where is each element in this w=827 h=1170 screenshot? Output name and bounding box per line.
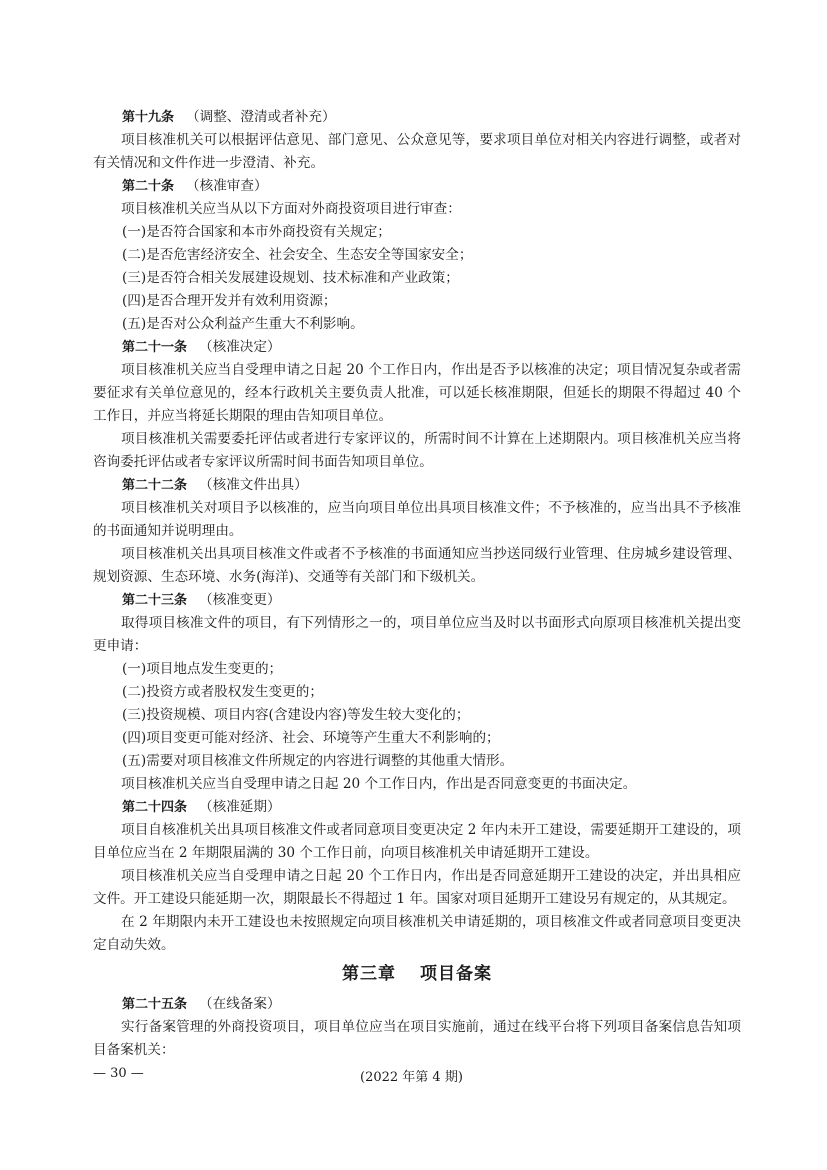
article-paragraph: 项目自核准机关出具项目核准文件或者同意项目变更决定 2 年内未开工建设，需要延期开工建设的，项目单位应当在 2 年期限届满的 30 个工作日前，向项目核准机关申请延期开工建设。 (93, 822, 741, 861)
article-heading (93, 336, 741, 359)
list-item: (二)是否危害经济安全、社会安全、生态安全等国家安全； (122, 247, 473, 263)
article-paragraph: 项目核准机关可以根据评估意见、部门意见、公众意见等，要求项目单位对相关内容进行调整，或者对有关情况和文件作进一步澄清、补充。 (93, 132, 741, 171)
list-item: (五)是否对公众利益产生重大不利影响。 (122, 316, 364, 332)
article-paragraph: 项目核准机关应当自受理申请之日起 20 个工作日内，作出是否予以核准的决定；项目情况复杂或者需要征求有关单位意见的，经本行政机关主要负责人批准，可以延长核准期限，但延长的期限不得超过 40 个工作日，并应当将延长期限的理由告知项目单位。 (93, 362, 741, 424)
article-paragraph: 取得项目核准文件的项目，有下列情形之一的，项目单位应当及时以书面形式向原项目核准机关提出变更申请： (93, 615, 741, 654)
article-number: 第二十四条 (122, 800, 188, 815)
article-number: 第二十五条 (122, 997, 188, 1012)
article-title: （在线备案） (199, 996, 281, 1012)
article-number: 第二十二条 (122, 478, 188, 493)
article-number: 第二十条 (122, 179, 175, 194)
list-item: (四)项目变更可能对经济、社会、环境等产生重大不利影响的； (122, 730, 500, 746)
list-item: (五)需要对项目核准文件所规定的内容进行调整的其他重大情形。 (122, 753, 514, 769)
article-title: （调整、澄清或者补充） (186, 109, 336, 125)
article-title: （核准审查） (186, 178, 268, 194)
article-paragraph: 项目核准机关需要委托评估或者进行专家评议的，所需时间不计算在上述期限内。项目核准机关应当将咨询委托评估或者专家评议所需时间书面告知项目单位。 (93, 431, 741, 470)
list-item: (一)是否符合国家和本市外商投资有关规定； (122, 224, 391, 240)
article-paragraph: 项目核准机关应当从以下方面对外商投资项目进行审查： (121, 201, 461, 217)
article-heading (93, 796, 741, 819)
chapter-heading (93, 961, 741, 987)
page-number: — 30 — (93, 1066, 144, 1081)
document-body (93, 106, 741, 1062)
chapter-title: 项目备案 (420, 964, 492, 984)
article-paragraph: 项目核准机关出具项目核准文件或者不予核准的书面通知应当抄送同级行业管理、住房城乡建设管理、规划资源、生态环境、水务(海洋)、交通等有关部门和下级机关。 (93, 546, 741, 585)
list-item: (三)投资规模、项目内容(含建设内容)等发生较大变化的； (122, 707, 470, 723)
article-number: 第十九条 (122, 110, 175, 125)
article-paragraph: 项目核准机关应当自受理申请之日起 20 个工作日内，作出是否同意变更的书面决定。 (121, 776, 637, 792)
list-item: (二)投资方或者股权发生变更的； (122, 684, 323, 700)
article-title: （核准变更） (199, 592, 281, 608)
article-heading (93, 589, 741, 612)
article-title: （核准决定） (199, 339, 281, 355)
article-paragraph: 项目核准机关对项目予以核准的，应当向项目单位出具项目核准文件；不予核准的，应当出具不予核准的书面通知并说明理由。 (93, 500, 741, 539)
chapter-number: 第三章 (342, 964, 396, 984)
article-number: 第二十一条 (122, 340, 188, 355)
article-paragraph: 在 2 年期限内未开工建设也未按照规定向项目核准机关申请延期的，项目核准文件或者同意项目变更决定自动失效。 (93, 914, 741, 953)
article-heading (93, 474, 741, 497)
article-paragraph: 项目核准机关应当自受理申请之日起 20 个工作日内，作出是否同意延期开工建设的决定，并出具相应文件。开工建设只能延期一次，期限最长不得超过 1 年。国家对项目延期开工建设另有规定的，从其规定。 (93, 868, 741, 907)
article-heading (93, 175, 741, 198)
article-heading (93, 106, 741, 129)
issue-label: (2022 年第 4 期) (360, 1070, 463, 1085)
article-paragraph: 实行备案管理的外商投资项目，项目单位应当在项目实施前，通过在线平台将下列项目备案信息告知项目备案机关： (93, 1019, 741, 1058)
article-title: （核准文件出具） (199, 477, 308, 493)
list-item: (三)是否符合相关发展建设规划、技术标准和产业政策； (122, 270, 459, 286)
list-item: (四)是否合理开发并有效利用资源； (122, 293, 337, 309)
article-title: （核准延期） (199, 799, 281, 815)
list-item: (一)项目地点发生变更的； (122, 661, 283, 677)
article-number: 第二十三条 (122, 593, 188, 608)
article-heading (93, 993, 741, 1016)
